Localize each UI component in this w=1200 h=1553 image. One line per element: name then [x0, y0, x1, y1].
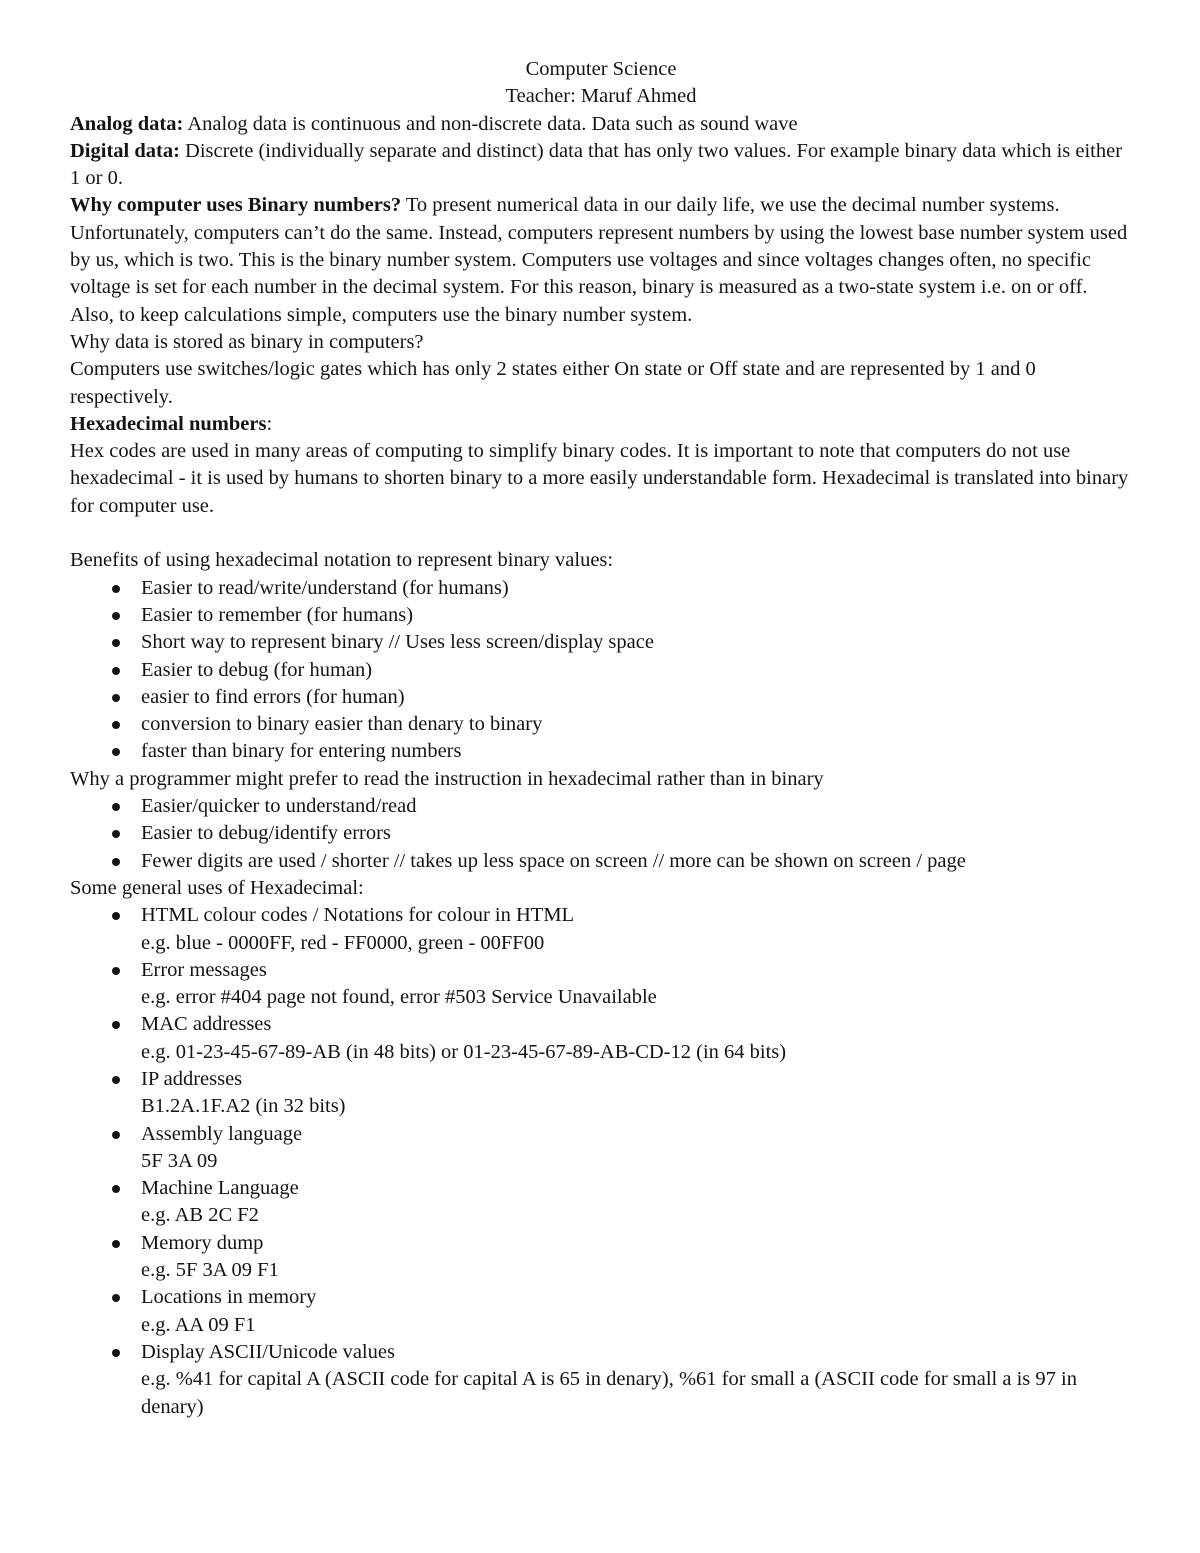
- digital-text: Discrete (individually separate and distinct) data that has only two values. For example binary data which is either 1 or 0.: [70, 139, 1123, 190]
- list-item-text: Fewer digits are used / shorter // takes up less space on screen // more can be shown on screen / page: [141, 849, 966, 872]
- uses-heading: Some general uses of Hexadecimal:: [70, 876, 364, 899]
- bullet-icon: [112, 1076, 120, 1084]
- why-binary-label: Why computer uses Binary numbers?: [70, 194, 402, 217]
- bullet-icon: [112, 1240, 120, 1248]
- list-item-text: Easier to read/write/understand (for humans): [141, 576, 509, 599]
- use-example: e.g. %41 for capital A (ASCII code for capital A is 65 in denary), %61 for small a (ASCII code for small a is 97 in denary): [141, 1368, 1077, 1418]
- use-example: 5F 3A 09: [141, 1149, 218, 1172]
- programmer-list: [70, 793, 1132, 875]
- bullet-icon: [112, 858, 120, 866]
- why-binary-text: To present numerical data in our daily life, we use the decimal number systems. Unfortunately, computers can’t do the same. Instead, computers represent numbers by using the lowest base number system used by us, which is two. This is the binary number system. Computers use voltages and since voltages changes often, no specific voltage is set for each number in the decimal system. For this reason, binary is measured as a two-state system i.e. on or off. Also, to keep calculations simple, computers use the binary number system.: [70, 194, 1128, 326]
- bullet-icon: [112, 721, 120, 729]
- list-item: [70, 848, 1132, 875]
- use-title: Display ASCII/Unicode values: [141, 1340, 395, 1363]
- list-item-text: Easier to debug (for human): [141, 658, 373, 681]
- list-item: [70, 1066, 1132, 1121]
- use-example: e.g. blue - 0000FF, red - FF0000, green - 00FF00: [141, 931, 545, 954]
- uses-list: [70, 902, 1132, 1421]
- document-title: Computer Science: [525, 58, 677, 80]
- bullet-icon: [112, 612, 120, 620]
- use-example: e.g. AA 09 F1: [141, 1313, 256, 1336]
- analog-text: Analog data is continuous and non-discrete data. Data such as sound wave: [183, 112, 798, 135]
- list-item-text: Short way to represent binary // Uses less screen/display space: [141, 631, 654, 654]
- list-item-text: Easier to debug/identify errors: [141, 822, 391, 845]
- list-item: [70, 657, 1132, 684]
- analog-label: Analog data:: [70, 112, 184, 135]
- use-title: Locations in memory: [141, 1286, 317, 1309]
- why-stored-answer: Computers use switches/logic gates which has only 2 states either On state or Off state and are represented by 1 and 0 respectively.: [70, 358, 1036, 408]
- use-title: Memory dump: [141, 1231, 264, 1254]
- analog-paragraph: [70, 111, 1132, 138]
- list-item-text: easier to find errors (for human): [141, 685, 405, 708]
- benefits-heading: Benefits of using hexadecimal notation to represent binary values:: [70, 549, 614, 572]
- list-item: [70, 629, 1132, 656]
- blank-line: [70, 520, 1132, 547]
- use-title: IP addresses: [141, 1067, 243, 1090]
- list-item: [70, 1011, 1132, 1066]
- list-item-text: faster than binary for entering numbers: [141, 740, 462, 763]
- list-item: [70, 1339, 1132, 1421]
- bullet-icon: [112, 748, 120, 756]
- use-title: HTML colour codes / Notations for colour in HTML: [141, 904, 575, 927]
- digital-paragraph: [70, 138, 1132, 193]
- document-page: [70, 56, 1132, 1421]
- use-example: B1.2A.1F.A2 (in 32 bits): [141, 1095, 346, 1118]
- why-binary-paragraph: [70, 192, 1132, 328]
- use-title: Machine Language: [141, 1177, 299, 1200]
- list-item-text: conversion to binary easier than denary to binary: [141, 713, 543, 736]
- list-item: [70, 711, 1132, 738]
- bullet-icon: [112, 667, 120, 675]
- bullet-icon: [112, 1349, 120, 1357]
- bullet-icon: [112, 639, 120, 647]
- list-item: [70, 820, 1132, 847]
- use-example: e.g. 5F 3A 09 F1: [141, 1259, 279, 1282]
- list-item: [70, 1284, 1132, 1339]
- use-title: MAC addresses: [141, 1013, 272, 1036]
- list-item: [70, 1175, 1132, 1230]
- use-title: Error messages: [141, 958, 267, 981]
- use-title: Assembly language: [141, 1122, 303, 1145]
- list-item: [70, 1121, 1132, 1176]
- list-item: [70, 793, 1132, 820]
- bullet-icon: [112, 803, 120, 811]
- bullet-icon: [112, 1185, 120, 1193]
- hex-label: Hexadecimal numbers: [70, 412, 267, 435]
- bullet-icon: [112, 912, 120, 920]
- bullet-icon: [112, 1294, 120, 1302]
- hex-paragraph: Hex codes are used in many areas of computing to simplify binary codes. It is important to note that computers do not use hexadecimal - it is used by humans to shorten binary to a more easily understandable form. Hexadecimal is translated into binary for computer use.: [70, 440, 1129, 517]
- bullet-icon: [112, 585, 120, 593]
- digital-label: Digital data:: [70, 139, 180, 162]
- use-example: e.g. 01-23-45-67-89-AB (in 48 bits) or 01-23-45-67-89-AB-CD-12 (in 64 bits): [141, 1040, 787, 1063]
- list-item: [70, 602, 1132, 629]
- use-example: e.g. error #404 page not found, error #503 Service Unavailable: [141, 986, 657, 1009]
- list-item: [70, 957, 1132, 1012]
- bullet-icon: [112, 830, 120, 838]
- teacher-name: Teacher: Maruf Ahmed: [505, 85, 697, 108]
- list-item: [70, 575, 1132, 602]
- list-item: [70, 684, 1132, 711]
- why-stored-question: Why data is stored as binary in computers?: [70, 330, 424, 353]
- bullet-icon: [112, 1131, 120, 1139]
- list-item-text: Easier/quicker to understand/read: [141, 795, 417, 818]
- hex-colon: :: [266, 412, 273, 435]
- list-item: [70, 1230, 1132, 1285]
- list-item: [70, 902, 1132, 957]
- use-example: e.g. AB 2C F2: [141, 1204, 259, 1227]
- benefits-list: [70, 575, 1132, 766]
- programmer-heading: Why a programmer might prefer to read the instruction in hexadecimal rather than in binary: [70, 767, 824, 790]
- list-item: [70, 738, 1132, 765]
- hex-heading: [70, 411, 1132, 438]
- list-item-text: Easier to remember (for humans): [141, 603, 414, 626]
- bullet-icon: [112, 967, 120, 975]
- bullet-icon: [112, 694, 120, 702]
- bullet-icon: [112, 1021, 120, 1029]
